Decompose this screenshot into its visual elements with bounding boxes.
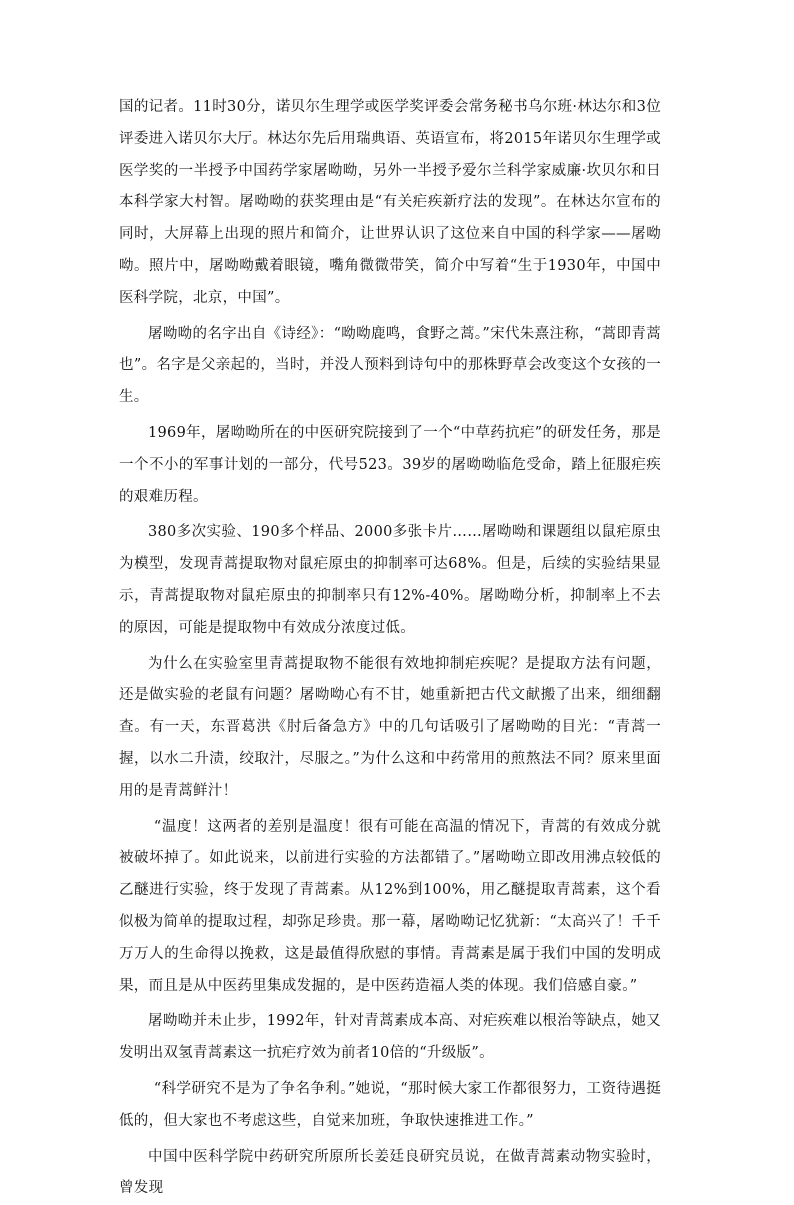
document-page [119, 92, 661, 1205]
paragraph-project-523: 1969年，屠呦呦所在的中医研究院接到了一个“中草药抗疟”的研发任务，那是一个不小的军事计划的一部分，代号523。39岁的屠呦呦临危受命，踏上征服疟疾的艰难历程。 [119, 418, 661, 513]
paragraph-nobel-announcement: 国的记者。11时30分，诺贝尔生理学或医学奖评委会常务秘书乌尔班·林达尔和3位评委进入诺贝尔大厅。林达尔先后用瑞典语、英语宣布，将2015年诺贝尔生理学或医学奖的一半授予中国药学家屠呦呦，另外一半授予爱尔兰科学家威廉·坎贝尔和日本科学家大村智。屠呦呦的获奖理由是“有关疟疾新疗法的发现”。在林达尔宣布的同时，大屏幕上出现的照片和简介，让世界认识了这位来自中国的科学家——屠呦呦。照片中，屠呦呦戴着眼镜，嘴角微微带笑，简介中写着“生于1930年，中国中医科学院，北京，中国”。 [119, 92, 661, 315]
paragraph-temperature-discovery: “温度！这两者的差别是温度！很有可能在高温的情况下，青蒿的有效成分就被破坏掉了。如此说来，以前进行实验的方法都错了。”屠呦呦立即改用沸点较低的乙醚进行实验，终于发现了青蒿素。从12%到100%，用乙醚提取青蒿素，这个看似极为简单的提取过程，却弥足珍贵。那一幕，屠呦呦记忆犹新：“太高兴了！千千万万人的生命得以挽救，这是最值得欣慰的事情。青蒿素是属于我们中国的发明成果，而且是从中医药里集成发掘的，是中医药造福人类的体现。我们倍感自豪。” [119, 812, 661, 1003]
paragraph-name-origin: 屠呦呦的名字出自《诗经》：“呦呦鹿鸣，食野之蒿。”宋代朱熹注称，“蒿即青蒿也”。名字是父亲起的，当时，并没人预料到诗句中的那株野草会改变这个女孩的一生。 [119, 319, 661, 414]
paragraph-dihydroartemisinin: 屠呦呦并未止步，1992年，针对青蒿素成本高、对疟疾难以根治等缺点，她又发明出双氢青蒿素这一抗疟疗效为前者10倍的“升级版”。 [119, 1006, 661, 1070]
paragraph-jiang-tingliang: 中国中医科学院中药研究所原所长姜廷良研究员说，在做青蒿素动物实验时，曾发现 [119, 1142, 661, 1205]
paragraph-ancient-texts: 为什么在实验室里青蒿提取物不能很有效地抑制疟疾呢？是提取方法有问题，还是做实验的老鼠有问题？屠呦呦心有不甘，她重新把古代文献搬了出来，细细翻查。有一天，东晋葛洪《肘后备急方》中的几句话吸引了屠呦呦的目光：“青蒿一握，以水二升渍，绞取汁，尽服之。”为什么这和中药常用的煎熬法不同？原来里面用的是青蒿鲜汁！ [119, 649, 661, 808]
paragraph-quote-research: “科学研究不是为了争名争利。”她说，“那时候大家工作都很努力，工资待遇挺低的，但大家也不考虑这些，自觉来加班，争取快速推进工作。” [119, 1074, 661, 1138]
paragraph-experiments: 380多次实验、190多个样品、2000多张卡片……屠呦呦和课题组以鼠疟原虫为模型，发现青蒿提取物对鼠疟原虫的抑制率可达68%。但是，后续的实验结果显示，青蒿提取物对鼠疟原虫的抑制率只有12%-40%。屠呦呦分析，抑制率上不去的原因，可能是提取物中有效成分浓度过低。 [119, 517, 661, 644]
